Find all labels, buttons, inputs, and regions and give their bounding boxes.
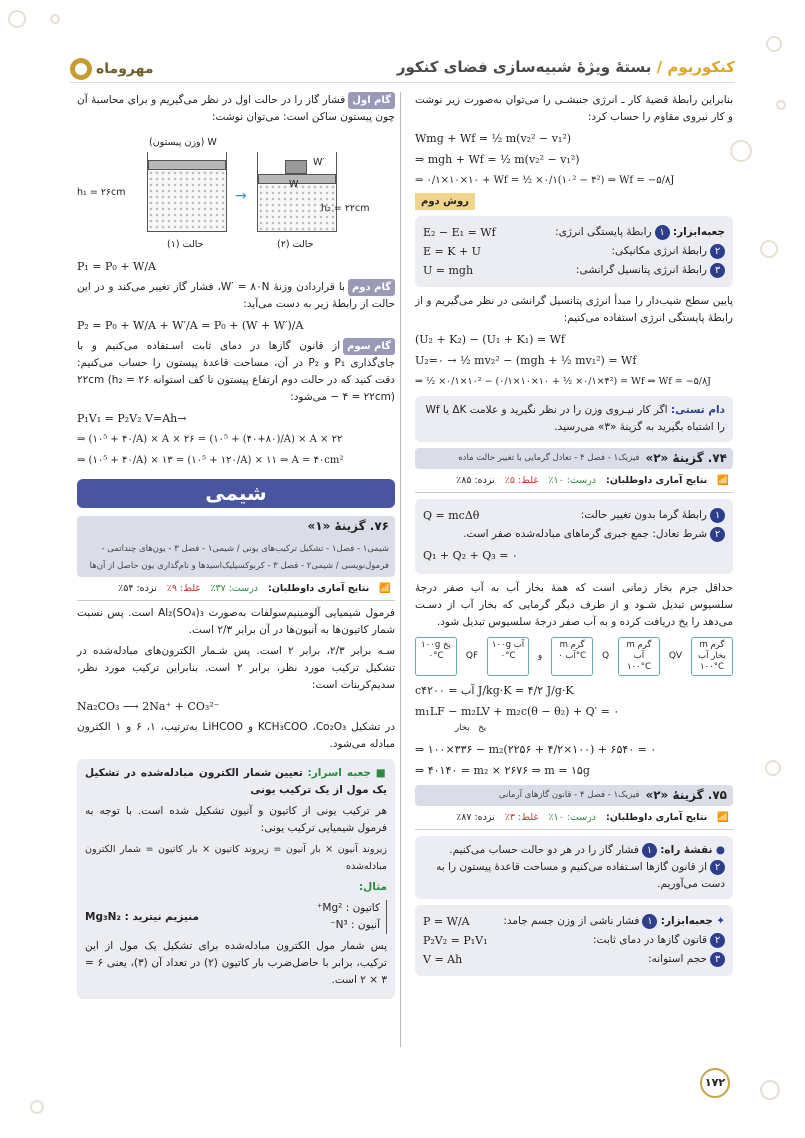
conjunction: و	[537, 651, 543, 661]
weight-label: W (وزن پیستون)	[149, 137, 217, 148]
equation: ⇒ ½ ×۰/۱×۱۰² − (۰/۱×۱۰×۱۰ + ½ ×۰/۱×۴²) = Wf ⇒ Wf = −۵/۸J	[415, 376, 711, 387]
caption: حالت (۲)	[277, 239, 314, 250]
arrow-label: QV	[668, 651, 683, 661]
step-number: ۲	[710, 527, 725, 542]
caption: حالت (۱)	[167, 239, 204, 250]
step-label: گام اول	[348, 92, 395, 109]
page-number: ۱۷۲	[700, 1068, 730, 1098]
question-header: ۷۵. گزینهٔ «۲» فیزیک۱ - فصل ۴ - قانون گازهای آرمانی	[415, 785, 733, 806]
state-ice: ۱۰۰g یخ ۰°C	[415, 637, 457, 676]
paragraph: بنابراین رابطهٔ قضیهٔ کار ـ انرژی جنبشـی را می‌توان به‌صورت زیر نوشت و کار نیروی مقاوم را حساب کرد:	[415, 94, 733, 123]
equation: U₂=۰ → ½ mv₂² − (mgh + ½ mv₁²) = Wf	[415, 354, 637, 367]
step-number: ۳	[710, 263, 725, 278]
arrow-label: QF	[465, 651, 479, 661]
equation: cآب = ۴۲۰۰ J/kg·K = ۴/۲ J/g·K	[415, 684, 574, 697]
toolbox: جعبه‌ابزار: ۱رابطهٔ پایستگی انرژی: E₂ − E₁ = Wf ۲رابطهٔ انرژی مکانیکی: E = K + U ۳رابطهٔ انرژی پتانسیل گرانشی: U = mgh	[415, 216, 733, 287]
method-label: روش دوم	[415, 193, 475, 210]
decor-circle	[730, 140, 752, 162]
wrong-stat: غلط: ۵٪	[504, 475, 539, 486]
equation: ⇒ mgh + Wf = ½ m(v₂² − v₁²)	[415, 153, 580, 166]
formula: P₂V₂ = P₁V₁	[423, 934, 488, 947]
weight-prime-label: W′	[313, 157, 325, 168]
equation: (U₂ + K₂) − (U₁ + K₁) = Wf	[415, 333, 565, 346]
right-column	[415, 92, 733, 982]
height-label: h₂ = ۲۲cm	[321, 203, 370, 214]
question-header: ۷۴. گزینهٔ «۲» فیزیک۱ - فصل ۴ - تعادل گرمایی با تغییر حالت ماده	[415, 448, 733, 469]
blank-stat: نزده: ۸۵٪	[456, 475, 495, 486]
paragraph: گام دومبا قراردادن وزنهٔ W′ = ۸۰N، فشار گاز تغییر می‌کند و در این حالت از رابطهٔ زیر به دست می‌آید:	[77, 281, 395, 310]
toolbox-title: جعبه‌ابزار:	[672, 226, 725, 238]
wrong-stat: غلط: ۳٪	[504, 812, 539, 823]
roadmap-box: ● نقشهٔ راه: ۱فشار گاز را در هر دو حالت حساب می‌کنیم. ۲از قانون گازها اسـتفاده می‌کنیم و مساحت قاعدهٔ پیستون را به دست می‌آوریم.	[415, 836, 733, 899]
height-label: h₁ = ۲۶cm	[77, 187, 126, 198]
equation: P₁ = P₀ + W/A	[77, 260, 156, 273]
equation: Wmg + Wf = ½ m(v₂² − v₁²)	[415, 132, 572, 145]
paragraph: فرمول شیمیایی آلومینیم‌سولفات به‌صورت Al₂(SO₄)₃ است. پس نسبت شمار کاتیون‌ها به آنیون‌ها در آن برابر ۲/۳ است.	[77, 607, 396, 636]
step-label: گام دوم	[348, 279, 395, 296]
equation: ⇒ ۱۰۰×۳۳۶ − m₂(۲۲۵۶ + ۴/۲×۱۰۰) + ۶۵۴۰ = ۰	[415, 743, 657, 756]
cylinder-state-1	[147, 152, 227, 232]
question-header: ۷۶. گزینهٔ «۱» شیمی۱ - فصل۱ - تشکیل ترکیب‌های یونی / شیمی۱ - فصل ۳ - یون‌های چنداتمی - فرمول‌نویسی / شیمی۲ - فصل ۳ - کربوکسیلیک‌اسیدها و نام‌گذاری یون حاصل از آن‌ها	[77, 516, 395, 577]
paragraph: گام سوماز قانون گازها در دمای ثابت اسـتفاده می‌کنیم و با جای‌گذاری P₁ و P₂ در آن، مساحت قاعدهٔ پیستون را حساب می‌کنیم: دقت کنید که در حالت دوم ارتفاع پیستون تا کف استوانه ۲۲cm (h₂ = ۲۶ − ۴ = ۲۲cm) می‌شود:	[77, 340, 395, 403]
wrong-stat: غلط: ۹٪	[166, 583, 201, 594]
left-column	[77, 92, 395, 1005]
formula: E = K + U	[423, 245, 481, 258]
paragraph: گام اولفشار گاز را در حالت اول در نظر می‌گیریم و برای محاسبهٔ آن چون پیستون ساکن است: می‌توان نوشت:	[77, 94, 395, 123]
step-label: گام سوم	[343, 338, 395, 355]
decor-circle	[765, 760, 781, 776]
formula: E₂ − E₁ = Wf	[423, 226, 496, 239]
state-water-hot: m گرم آب ۱۰۰°C	[618, 637, 660, 676]
equation: ⇒ ۴۰۱۴۰ = m₂ × ۲۶۷۶ ⇒ m = ۱۵g	[415, 764, 590, 777]
equation: m₁LF − m₂LV + m₂c(θ − θ₂) + Q′ = ۰	[415, 705, 620, 718]
paragraph: سـه برابر ۲/۳، برابر ۲ است. پس شـمار الکترون‌های مبادله‌شده در تشکیل ترکیب مورد نظر، برابر ۲ است. بنابراین ترکیب مورد نظر، سدیم‌کربنات است:	[77, 645, 395, 691]
trap-box: دام تستی: اگر کار نیـروی وزن را در نظر نگیرید و علامت ΔK یا Wf را اشتباه بگیرید به گزینهٔ «۳» می‌رسید.	[415, 396, 733, 442]
blank-stat: نزده: ۵۴٪	[118, 583, 157, 594]
correct-stat: درست: ۳۷٪	[210, 583, 259, 594]
stats-row: 📶 نتایج آماری داوطلبان: درست: ۳۷٪ غلط: ۹٪ نزده: ۵۴٪	[77, 577, 395, 601]
series-title: کنکوریوم / بستهٔ ویژهٔ شبیه‌سازی فضای کنکور	[396, 58, 735, 76]
publisher-logo: مهروماه	[70, 58, 154, 80]
arrow-label: Q	[602, 651, 610, 661]
decor-circle	[760, 240, 778, 258]
state-steam: m گرم بخار آب ۱۰۰°C	[691, 637, 733, 676]
toolbox: ۱رابطهٔ گرما بدون تغییر حالت: Q = mcΔθ ۲شرط تعادل: جمع جبری گرماهای مبادله‌شده صفر است. Q₁ + Q₂ + Q₃ = ۰	[415, 499, 733, 574]
example-row: کاتیون : Mg²⁺ آنیون : N³⁻ منیزیم نیترید : Mg₃N₂	[85, 900, 387, 934]
step-number: ۱	[655, 225, 670, 240]
correct-stat: درست: ۱۰٪	[548, 812, 597, 823]
decor-circle	[8, 10, 26, 28]
location-pin-icon: ●	[715, 844, 725, 856]
equation: ⇒ ۰/۱×۱۰×۱۰ + Wf = ½ ×۰/۱(۱۰² − ۴²) ⇒ Wf = −۵/۸J	[415, 175, 675, 186]
piston	[148, 160, 226, 170]
equation: ⇒ (۱۰⁵ + ۴۰/A) × ۱۳ = (۱۰⁵ + ۱۲۰/A) × ۱۱ ⇒ A = ۴۰cm²	[77, 455, 344, 466]
header-divider	[70, 82, 735, 83]
step-number: ۱	[710, 508, 725, 523]
wifi-icon: 📶	[717, 475, 729, 486]
column-divider	[400, 92, 401, 1047]
decor-circle	[766, 36, 782, 52]
paragraph: در تشکیل KCH₃COO ،Co₂O₃ و LiHCOO به‌ترتیب، ۱، ۶ و ۱ الکترون مبادله می‌شود.	[77, 721, 396, 750]
wrench-icon: ✦	[716, 915, 725, 927]
wifi-icon: 📶	[717, 812, 729, 823]
equation: P₁V₁ = P₂V₂ V=Ah→	[77, 412, 187, 425]
paragraph: حداقل جرم بخار زمانی است که همهٔ بخار آب به آب صفر درجهٔ سلسیوس تبدیل شـود و از طرف دیگر گرمایی که بخار آب از دسـت می‌دهد را یخ دریافت کرده و به آب صفر درجهٔ سلسیوس تبدیل شود.	[415, 582, 733, 628]
decor-circle	[30, 1100, 44, 1114]
formula: P = W/A	[423, 915, 470, 928]
formula: U = mgh	[423, 264, 474, 277]
step-number: ۲	[710, 244, 725, 259]
equation: Q₁ + Q₂ + Q₃ = ۰	[423, 549, 518, 562]
correct-stat: درست: ۱۰٪	[548, 475, 597, 486]
paragraph: پایین سطح شیب‌دار را مبدأ انرژی پتانسیل گرانشی در نظر می‌گیریم و از رابطهٔ پایستگی انرژی استفاده می‌کنیم:	[415, 295, 733, 324]
arrow-icon: →	[235, 188, 247, 204]
decor-circle	[776, 100, 786, 110]
blank-stat: نزده: ۸۷٪	[456, 812, 495, 823]
trap-title: دام تستی:	[670, 404, 725, 416]
decor-circle	[50, 14, 60, 24]
secret-box: ■ جعبه اسرار: تعیین شمار الکترون مبادله‌شده در تشکیل یک مول از یک ترکیب یونی هر ترکیب یونی از کاتیون و آنیون تشکیل شده است. با توجه به فرمول شیمیایی ترکیب یونی: زیروند آنیون × بار آنیون = زیروند کاتیون × بار کاتیون = شمار الکترون مبادله‌شده مثال: کاتیون : Mg²⁺ آنیون : N³⁻ منیزیم نیترید : Mg₃N₂ پس شمار مول الکترون مبادله‌شده برای تشکیل یک مول از این ترکیب، برابر با حاصل‌ضرب بار کاتیون (۲) در تعداد آن (۳)، یعنی ۶ = ۳ × ۲ است.	[77, 759, 395, 999]
equation-note: یخ بخار	[455, 723, 487, 733]
section-banner-chemistry: شیمی	[77, 479, 395, 508]
equation: ⇒ (۱۰⁵ + ۴۰/A) × A × ۲۶ = (۱۰⁵ + (۴۰+۸۰)/A) × A × ۲۲	[77, 434, 343, 445]
stats-row: 📶 نتایج آماری داوطلبان: درست: ۱۰٪ غلط: ۳٪ نزده: ۸۷٪	[415, 806, 733, 830]
stats-row: 📶 نتایج آماری داوطلبان: درست: ۱۰٪ غلط: ۵٪ نزده: ۸۵٪	[415, 469, 733, 493]
decor-circle	[760, 1080, 780, 1100]
piston-figure	[77, 132, 395, 252]
heat-chain-diagram	[415, 637, 733, 676]
formula: Q = mcΔθ	[423, 509, 480, 522]
formula: V = Ah	[423, 953, 463, 966]
equation: P₂ = P₀ + W/A + W′/A = P₀ + (W + W′)/A	[77, 319, 304, 332]
equation: Na₂CO₃ ⟶ 2Na⁺ + CO₃²⁻	[77, 700, 220, 713]
wifi-icon: 📶	[379, 583, 391, 594]
logo-icon	[70, 58, 92, 80]
toolbox: ✦ جعبه‌ابزار: ۱فشار ناشی از وزن جسم جامد: P = W/A ۲قانون گازها در دمای ثابت: P₂V₂ = P₁V₁ ۳حجم استوانه: V = Ah	[415, 905, 733, 976]
gas	[148, 170, 226, 231]
gift-icon: ■	[375, 767, 388, 779]
state-water: ۱۰۰g آب ۰°C	[487, 637, 529, 676]
state-water: m گرم آب ۰°C	[551, 637, 593, 676]
weight-block	[285, 160, 307, 174]
weight-label: W	[289, 179, 299, 190]
